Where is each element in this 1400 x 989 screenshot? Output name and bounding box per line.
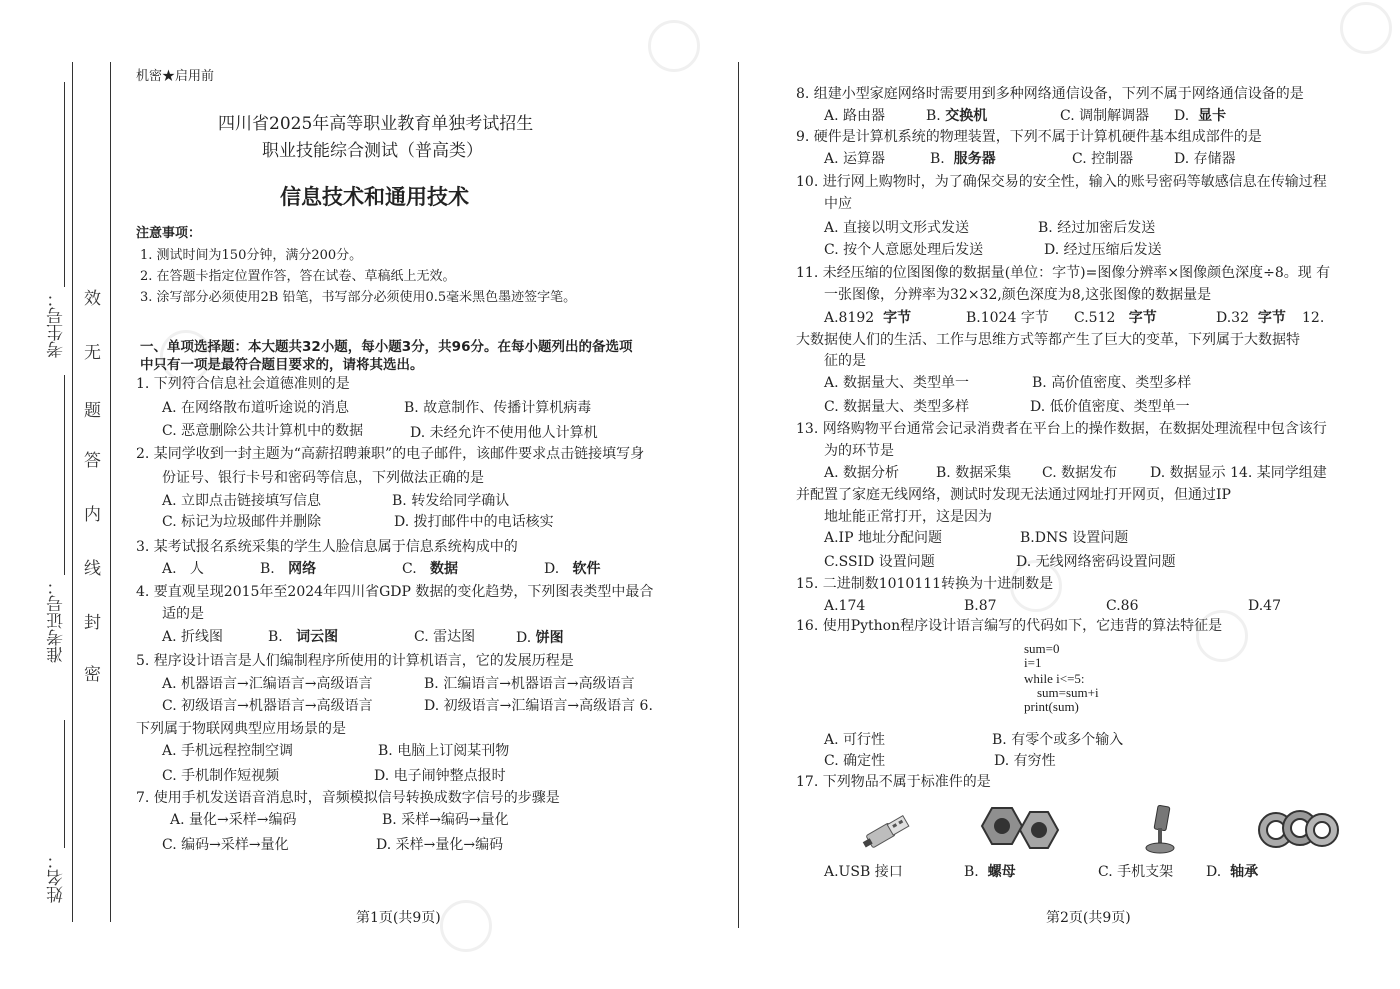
page-footer: 第2页(共9页) [1046, 910, 1131, 926]
section-heading: 一、单项选择题：本大题共32小题，每小题3分，共96分。在每小题列出的备选项 [140, 339, 633, 355]
question-stem: 1. 下列符合信息社会道德准则的是 [136, 376, 350, 392]
option-key: D. [1174, 108, 1190, 124]
option: B. 汇编语言→机器语言→高级语言 [424, 676, 635, 692]
secret-mark: 机密★启用前 [136, 69, 215, 84]
option: D. 经过压缩后发送 [1044, 242, 1162, 258]
question-stem: 一张图像，分辨率为32×32,颜色深度为8,这张图像的数据量是 [824, 287, 1212, 303]
option-value: 字节 [1128, 310, 1157, 326]
option: A.IP 地址分配问题 [824, 530, 942, 546]
option: D. 数据显示 14. 某同学组建 [1150, 465, 1327, 481]
option: A. 立即点击链接填写信息 [162, 493, 322, 509]
question-number: 12. [1302, 310, 1325, 326]
option-value: 轴承 [1230, 864, 1259, 880]
option-key: C.512 [1074, 310, 1116, 326]
exam-no-underline [64, 82, 65, 287]
option-key: B. [926, 108, 941, 124]
option-key: A.8192 [824, 310, 875, 326]
option: C.86 [1106, 598, 1139, 614]
nut-icon [972, 804, 1062, 854]
notice-item: 2. 在答题卡指定位置作答，答在试卷、草稿纸上无效。 [140, 269, 456, 284]
question-stem: 并配置了家庭无线网络，测试时发现无法通过网址打开网页，但通过IP [796, 487, 1231, 503]
question-stem: 中应 [824, 196, 852, 212]
option: B. 经过加密后发送 [1038, 220, 1156, 236]
option-value: 服务器 [953, 151, 996, 167]
option: C. 数据量大、类型多样 [824, 399, 970, 415]
code-line: sum=sum+i [1024, 685, 1099, 700]
option-key: D. [544, 561, 560, 577]
name-underline [64, 720, 65, 848]
question-stem: 16. 使用Python程序设计语言编写的代码如下，它违背的算法特征是 [796, 618, 1223, 634]
option-value: 词云图 [296, 629, 339, 645]
option-key: B. [268, 629, 283, 645]
option: B.DNS 设置问题 [1020, 530, 1129, 546]
option: D. 采样→量化→编码 [376, 837, 504, 853]
code-line: print(sum) [1024, 699, 1079, 714]
option [268, 629, 338, 646]
option: C. 雷达图 [414, 629, 476, 645]
option: B. 故意制作、传播计算机病毒 [404, 400, 592, 416]
option-value: 软件 [572, 561, 601, 577]
question-stem: 2. 某同学收到一封主题为“高薪招聘兼职”的电子邮件，该邮件要求点击链接填写身 [136, 446, 645, 462]
watermark-seal-icon [440, 900, 492, 952]
option: C. 编码→采样→量化 [162, 837, 289, 853]
option: C. 手机支架 [1098, 864, 1174, 880]
ticket-no-underline [64, 375, 65, 575]
option: D. 低价值密度、类型单一 [1030, 399, 1190, 415]
option: A. 数据量大、类型单一 [824, 375, 970, 391]
seal-char: 封 [84, 613, 101, 633]
seal-char: 答 [84, 451, 101, 471]
page-divider [738, 62, 739, 928]
option [964, 864, 1016, 881]
margin-line-outer [72, 62, 73, 922]
option-value: 显卡 [1198, 108, 1227, 124]
name-label: 姓名： [47, 852, 67, 903]
watermark-seal-icon [648, 20, 700, 72]
page-footer: 第1页(共9页) [356, 910, 441, 926]
question-stem: 11. 未经压缩的位图图像的数据量(单位：字节)=图像分辨率×图像颜色深度÷8。现 有 [796, 265, 1331, 281]
seal-char: 效 [84, 289, 101, 309]
option [544, 561, 601, 578]
option: D. 初级语言→汇编语言→高级语言 6. [424, 698, 653, 714]
seal-char: 无 [84, 343, 101, 363]
option-key: A. [162, 561, 177, 577]
exam-title-line2: 职业技能综合测试（普高类） [262, 141, 483, 161]
option: B. 有零个或多个输入 [992, 732, 1124, 748]
option: C. 初级语言→机器语言→高级语言 [162, 698, 373, 714]
question-stem: 下列属于物联网典型应用场景的是 [136, 721, 346, 737]
option-value: 网络 [288, 561, 317, 577]
option [1174, 108, 1226, 125]
option-value: 人 [189, 561, 204, 577]
option [930, 151, 996, 168]
option [1074, 310, 1157, 327]
exam-no-label: 考生号： [47, 290, 67, 358]
option: A. 可行性 [824, 732, 886, 748]
option [260, 561, 316, 578]
option: C. 控制器 [1072, 151, 1134, 167]
option [1216, 310, 1286, 327]
question-stem: 4. 要直观呈现2015年至2024年四川省GDP 数据的变化趋势，下列图表类型中最合 [136, 584, 654, 600]
code-line: while i<=5: [1024, 671, 1085, 686]
option: A. 运算器 [824, 151, 886, 167]
question-stem: 地址能正常打开，这是因为 [824, 509, 992, 525]
exam-title-line1: 四川省2025年高等职业教育单独考试招生 [218, 114, 534, 134]
question-stem: 9. 硬件是计算机系统的物理装置，下列不属于计算机硬件基本组成部件的是 [796, 129, 1262, 145]
seal-char: 密 [84, 665, 101, 685]
question-stem: 5. 程序设计语言是人们编制程序所使用的计算机语言，它的发展历程是 [136, 653, 574, 669]
option: D. 无线网络密码设置问题 [1016, 554, 1176, 570]
seal-char: 题 [84, 401, 101, 421]
option: A. 折线图 [162, 629, 224, 645]
question-stem: 征的是 [824, 353, 866, 369]
option: D. 未经允许不使用他人计算机 [410, 425, 598, 441]
question-stem: 8. 组建小型家庭网络时需要用到多种网络通信设备，下列不属于网络通信设备的是 [796, 86, 1304, 102]
option-value: 字节 [883, 310, 912, 326]
question-stem: 为的环节是 [824, 443, 894, 459]
option: C. 数据发布 [1042, 465, 1118, 481]
question-stem: 适的是 [162, 606, 204, 622]
question-stem: 大数据使人们的生活、工作与思维方式等都产生了巨大的变革，下列属于大数据特 [796, 332, 1300, 348]
option: B.1024 字节 [966, 310, 1049, 326]
question-stem: 3. 某考试报名系统采集的学生人脸信息属于信息系统构成中的 [136, 539, 518, 555]
option-key: B. [930, 151, 945, 167]
option-value: 数据 [430, 561, 459, 577]
option [162, 561, 204, 578]
margin-line-inner [110, 62, 111, 922]
subject-title: 信息技术和通用技术 [280, 184, 469, 209]
option-key: D. [516, 630, 532, 646]
code-line: sum=0 [1024, 641, 1060, 656]
option: D. 拨打邮件中的电话核实 [394, 514, 554, 530]
option: C. 恶意删除公共计算机中的数据 [162, 423, 364, 439]
option [516, 630, 564, 647]
option [402, 561, 458, 578]
option: C. 手机制作短视频 [162, 768, 280, 784]
question-stem: 7. 使用手机发送语音消息时，音频模拟信号转换成数字信号的步骤是 [136, 790, 560, 806]
question-stem: 13. 网络购物平台通常会记录消费者在平台上的操作数据，在数据处理流程中包含该行 [796, 421, 1327, 437]
usb-connector-icon [860, 806, 916, 854]
question-stem: 份证号、银行卡号和密码等信息，下列做法正确的是 [162, 470, 484, 486]
option: C. 按个人意愿处理后发送 [824, 242, 984, 258]
option [1206, 864, 1258, 881]
option: B. 采样→编码→量化 [382, 812, 509, 828]
option-value: 螺母 [987, 864, 1016, 880]
option-value: 饼图 [535, 630, 564, 646]
option: D. 存储器 [1174, 151, 1236, 167]
option: C.SSID 设置问题 [824, 554, 935, 570]
option: C. 标记为垃圾邮件并删除 [162, 514, 322, 530]
option: A. 直接以明文形式发送 [824, 220, 970, 236]
ticket-no-label: 准考证号： [47, 578, 67, 663]
notice-item: 1. 测试时间为150分钟，满分200分。 [140, 248, 363, 263]
question-stem: 15. 二进制数1010111转换为十进制数是 [796, 576, 1054, 592]
notice-title: 注意事项： [136, 226, 202, 241]
watermark-seal-icon [1340, 2, 1392, 54]
option: A. 手机远程控制空调 [162, 743, 294, 759]
option: A. 机器语言→汇编语言→高级语言 [162, 676, 373, 692]
option: A.174 [824, 598, 866, 614]
option: B. 电脑上订阅某刊物 [378, 743, 510, 759]
bearing-icon [1256, 806, 1340, 854]
option-key: D. [1206, 864, 1222, 880]
option: D. 电子闹钟整点报时 [374, 768, 506, 784]
option: D.47 [1248, 598, 1281, 614]
option-value: 交换机 [945, 108, 988, 124]
option: A. 路由器 [824, 108, 886, 124]
question-stem: 17. 下列物品不属于标准件的是 [796, 774, 991, 790]
watermark-seal-icon [160, 330, 212, 382]
option-key: B. [260, 561, 275, 577]
section-heading: 中只有一项是最符合题目要求的，请将其选出。 [140, 357, 424, 373]
option: D. 有穷性 [994, 753, 1056, 769]
option-value: 字节 [1257, 310, 1286, 326]
option: C. 确定性 [824, 753, 886, 769]
option [926, 108, 987, 125]
notice-item: 3. 涂写部分必须使用2B 铅笔，书写部分必须使用0.5毫米黑色墨迹签字笔。 [140, 290, 577, 305]
option: A. 量化→采样→编码 [170, 812, 297, 828]
seal-char: 线 [84, 559, 101, 579]
question-stem: 10. 进行网上购物时，为了确保交易的安全性，输入的账号密码等敏感信息在传输过程 [796, 174, 1327, 190]
option [824, 310, 911, 327]
phone-stand-icon [1140, 804, 1180, 856]
option: A. 在网络散布道听途说的消息 [162, 400, 350, 416]
option: B. 高价值密度、类型多样 [1032, 375, 1192, 391]
option: C. 调制解调器 [1060, 108, 1150, 124]
seal-char: 内 [84, 505, 101, 525]
option: A.USB 接口 [824, 864, 903, 880]
option-key: B. [964, 864, 979, 880]
code-line: i=1 [1024, 655, 1042, 670]
option: B. 数据采集 [936, 465, 1012, 481]
option-key: C. [402, 561, 417, 577]
option: A. 数据分析 [824, 465, 900, 481]
option-key: D.32 [1216, 310, 1249, 326]
option: B.87 [964, 598, 997, 614]
option: B. 转发给同学确认 [392, 493, 510, 509]
